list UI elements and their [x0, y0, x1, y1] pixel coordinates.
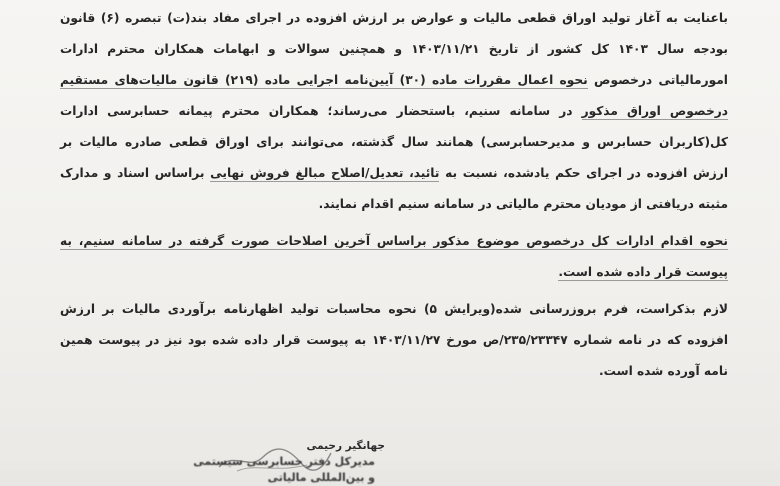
paragraph-1-part-3: براساس اسناد و مدارک مثبته دریافتی از مودیان محترم مالیاتی در سامانه سنیم اقدام نمایند. — [60, 166, 728, 211]
paragraph-1 — [60, 0, 728, 220]
paragraph-1-underlined-phrase-1: نحوه اعمال مقررات ماده (۳۰) آیین‌نامه اجرایی ماده (۲۱۹) قانون مالیات‌های مستقیم درخصوص اوراق مذکور — [60, 73, 728, 118]
letter-body — [60, 0, 728, 387]
paragraph-3-text: لازم بذکراست، فرم بروزرسانی شده(ویرایش ۵) نحوه محاسبات تولید اظهارنامه برآوردی مالیات بر ارزش افزوده که در نامه شماره ۲۳۵/۲۳۳۴۷/ص مورخ ۱۴۰۳/۱۱/۲۷ به پیوست قرار داده شده بود نیز در پیوست همین نامه آورده شده است. — [60, 302, 728, 378]
paragraph-1-underlined-phrase-2: تائید، تعدیل/اصلاح مبالغ فروش نهایی — [210, 166, 440, 180]
signer-name: جهانگیر رحیمی — [306, 440, 385, 452]
signer-title: مدیرکل دفتر حسابرسی سیستمی و بین‌المللی مالیاتی — [193, 455, 375, 484]
paragraph-2 — [60, 226, 728, 288]
paragraph-1-part-2: در سامانه سنیم، باستحضار می‌رساند؛ همکاران محترم پیمانه حسابرسی ادارات کل(کاربران حسابرس و مدیرحسابرسی) همانند سال گذشته، می‌توانند برای اوراق قطعی صادره مالیات بر ارزش افزوده در اجرای حکم یادشده، نسبت به — [60, 104, 729, 180]
paragraph-2-underlined-text: نحوه اقدام ادارات کل درخصوص موضوع مذکور براساس آخرین اصلاحات صورت گرفته در سامانه سنیم، به پیوست قرار داده شده است. — [60, 234, 728, 279]
paragraph-1-part-1: باعنایت به آغاز تولید اوراق قطعی مالیات و عوارض بر ارزش افزوده در اجرای مفاد بند(ت) تبصره (۶) قانون بودجه سال ۱۴۰۳ کل کشور از تاریخ ۱۴۰۳/۱۱/۲۱ و همچنین سوالات و ابهامات همکاران محترم ادارات امورمالیاتی درخصوص — [60, 11, 728, 87]
paragraph-3 — [60, 294, 728, 387]
signature-block — [185, 438, 385, 486]
